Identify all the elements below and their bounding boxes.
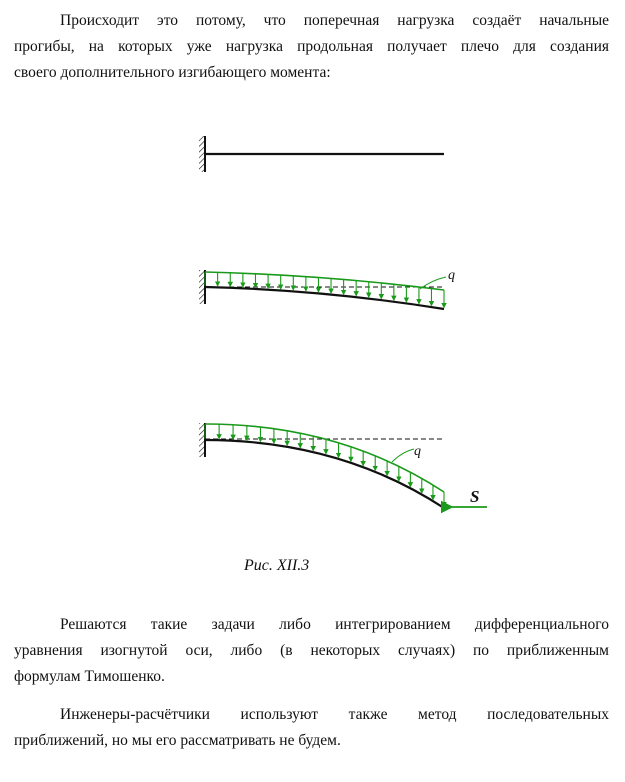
load-label-q: q <box>448 268 455 283</box>
distributed-load-arrows <box>205 424 444 507</box>
load-leader-line <box>392 449 414 462</box>
paragraph-line: Решаются такие задачи либо интегрированием дифференциального <box>60 616 609 633</box>
paragraph-line: прогибы, на которых уже нагрузка продольная получает плечо для создания <box>14 38 609 55</box>
distributed-load-line <box>205 424 444 492</box>
paragraph-line: уравнения изогнутой оси, либо (в некоторых случаях) по приближенным <box>14 642 609 659</box>
fixed-support-hatch <box>199 136 205 172</box>
deflected-beam <box>205 287 444 309</box>
distributed-load-line <box>205 272 444 290</box>
beam-combined-load <box>199 423 487 508</box>
beam-unloaded <box>199 136 444 172</box>
load-leader-line <box>420 277 446 289</box>
fixed-support-hatch <box>199 423 205 457</box>
paragraph-line: своего дополнительного изгибающего момента: <box>14 64 331 81</box>
paragraph-line: Происходит это потому, что поперечная нагрузка создаёт начальные <box>60 12 609 29</box>
distributed-load-arrows <box>205 272 444 308</box>
figure-caption: Рис. XII.3 <box>244 557 310 574</box>
load-label-q: q <box>414 444 421 459</box>
paragraph-methods <box>14 612 609 690</box>
deflected-beam <box>205 440 444 508</box>
beam-transverse-load <box>199 268 455 309</box>
paragraph-line: формулам Тимошенко. <box>14 668 165 685</box>
force-label-s: S <box>470 487 480 506</box>
paragraph-intro <box>14 8 609 86</box>
paragraph-line: приближений, но мы его рассматривать не будем. <box>14 732 341 749</box>
fixed-support-hatch <box>199 270 205 304</box>
paragraph-approximations <box>14 702 609 754</box>
paragraph-line: Инженеры-расчётчики используют также метод последовательных <box>60 706 609 723</box>
